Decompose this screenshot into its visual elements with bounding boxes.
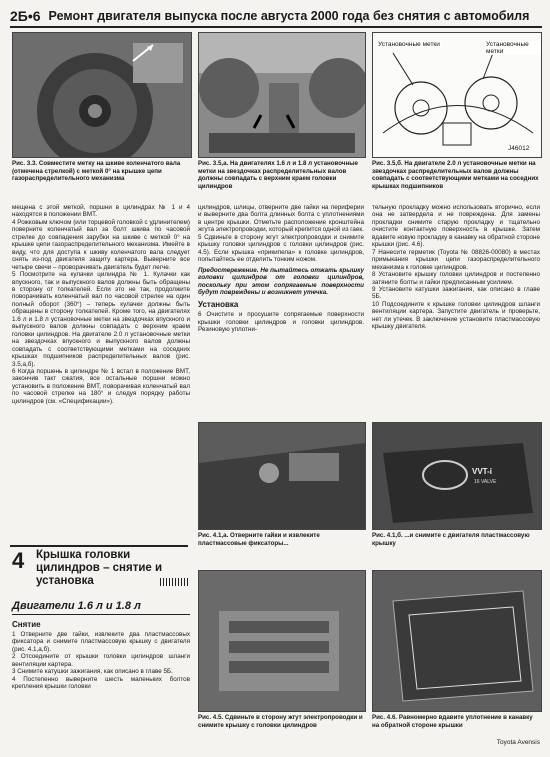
section-title: Крышка головки цилиндров – снятие и установка xyxy=(36,549,163,587)
section-hatch-decoration xyxy=(160,578,188,586)
engines-heading: Двигатели 1.6 л и 1.8 л xyxy=(12,600,190,615)
engine-cover-vvti-text: VVT-i xyxy=(472,467,493,476)
figure-3-3-photo xyxy=(12,32,192,158)
column-2-text xyxy=(198,204,364,416)
figure-4-6-caption: Рис. 4.6. Равномерно вдавите уплотнение в канавку на обратной стороне крышки xyxy=(372,714,533,729)
chapter-title: Ремонт двигателя выпуска после августа 2000 года без снятия с автомобиля xyxy=(48,9,530,23)
page-number: 2Б•6 xyxy=(10,8,41,24)
timing-marks-label-right: Установочные метки xyxy=(485,41,541,55)
warning-text: Предостережение. Не пытайтесь отжать крышку головки цилиндров от головки цилиндров, поскольку при этом сопрягаемые поверхности будут повреждены и возникнет утечка. xyxy=(198,266,364,296)
paragraph: цилиндров, шлицы, отверните две гайки на периферии и выверните два болта длинных болта с уплотнениями в центре крышки. Отметьте расположение кронштейна жгута электропроводки, который крепится одной из гаек. xyxy=(198,204,364,234)
figure-3-5a-photo xyxy=(198,32,366,158)
engine-cover-valve-text: 16 VALVE xyxy=(474,479,497,485)
paragraph: 5 Сдвиньте в сторону жгут электропроводки и снимите крышку головки цилиндров с головки цилиндров (рис. 4.5). Если крышка «прикипела» к головке цилиндров, попытайтесь ее отделить тонким ножом. xyxy=(198,233,364,264)
column-3-text xyxy=(372,204,540,416)
section-number: 4 xyxy=(12,548,25,573)
figure-4-1a-photo xyxy=(198,422,366,530)
paragraph: 6 Когда поршень в цилиндре № 1 встал в положение ВМТ, закончив такт сжатия, все остальные поршни можно установить в положение ВМТ, поворачивая коленчатый вал по часовой стрелке на 180° и следуя порядку работы цилиндров (см. «Спецификации»). xyxy=(12,367,190,405)
figure-3-3-caption: Рис. 3.3. Совместите метку на шкиве коленчатого вала (отмечена стрелкой) с меткой 0° на крышке цепи газораспределительного механизма xyxy=(12,160,181,183)
figure-4-5-caption: Рис. 4.5. Сдвиньте в сторону жгут электропроводки и снимите крышку с головки цилиндров xyxy=(198,714,363,729)
removal-heading: Снятие xyxy=(12,620,41,629)
install-heading: Установка xyxy=(198,300,239,310)
figure-3-5a-caption: Рис. 3.5,а. На двигателях 1.6 л и 1.8 л установочные метки на звездочках распределительных валов должны совпадать с верхним краем головки цилиндров xyxy=(198,160,358,190)
paragraph: 3 Снимите катушки зажигания, как описано в главе 5Б. xyxy=(12,668,173,676)
paragraph: 4 Рожковым ключом (или торцевой головкой с удлинителем) поверните коленчатый вал за болт шкива по часовой стрелке до совпадения зарубки на шкиве с меткой 0° на крышке цепи газораспределительного механизма. Имейте в виду, что для доступа к шкиву коленчатого вала следует снять из-под двигателя защиту картера. Выверните все четыре свечи – проворачивать двигатель будет легче. xyxy=(12,218,190,271)
timing-marks-label-left: Установочные метки xyxy=(378,41,440,48)
paragraph: тельную прокладку можно использовать вторично, если она не затвердела и не повреждена. Для замены прокладки снимите старую прокладку и тщательно очистите контактную поверхность в крышке. Затем вдавите новую прокладку в канавку на обратной стороне крышки (рис. 4.6). xyxy=(372,204,540,249)
page-header xyxy=(10,6,542,28)
figure-4-1b-caption: Рис. 4.1,б. ...и снимите с двигателя пластмассовую крышку xyxy=(372,532,530,547)
paragraph: 1 Отверните две гайки, извлеките два пластмассовых фиксатора и снимите пластмассовую крышку с двигателя (рис. 4.1,а,б). xyxy=(12,631,190,653)
paragraph: 4 Постепенно выверните шесть маленьких болтов крепления крышки головки xyxy=(12,675,190,691)
paragraph: 2 Отсоедините от крышки головки цилиндров шланги вентиляции картера. xyxy=(12,653,190,668)
diagram-code: J46012 xyxy=(508,145,530,152)
paragraph: 7 Нанесите герметик (Toyota № 08826-00080) в местах примыкания крышки цепи газораспределительного механизма к головке цилиндров. xyxy=(372,248,540,271)
section-divider xyxy=(10,545,188,547)
paragraph: 6 Очистите и просушите сопрягаемые поверхности крышки головки цилиндров и головки цилиндров. Резиновую уплотни- xyxy=(198,311,364,334)
removal-steps xyxy=(12,631,190,731)
footer-book-title: Toyota Avensis xyxy=(496,739,540,746)
figure-3-5b-caption: Рис. 3.5,б. На двигателе 2.0 л установочные метки на звездочках распределительных валов должны совпадать с соответствующими метками на соседних крышках подшипников xyxy=(372,160,539,190)
figure-3-5b-diagram xyxy=(372,32,542,158)
figure-4-5-photo xyxy=(198,570,366,712)
column-1-text xyxy=(12,204,190,542)
paragraph: 5 Посмотрите на кулачки цилиндра № 1. Кулачки как впускного, так и выпускного валов должны быть обращены в сторону от толкателей. Если это не так, продолжите поворачивать коленчатый вал по часовой стрелке на один полный оборот (360°) – теперь кулачки должны быть обращены в сторону толкателей. Кроме того, на двигателях 1.6 л и 1.8 л установочные метки на звездочках впускного и выпускного валов должны совпадать с верхним краем головки цилиндров. На двигателе 2.0 л установочные метки на звездочках впускного и выпускного валов должны совпадать с соответствующими метками на соседних крышках подшипников распределительных валов (рис. 3.5,а,б). xyxy=(12,271,190,368)
paragraph: 9 Установите катушки зажигания, как описано в главе 5Б. xyxy=(372,285,540,301)
paragraph: мещена с этой меткой, поршни в цилиндрах № 1 и 4 находятся в положении ВМТ. xyxy=(12,204,190,219)
paragraph: 10 Подсоедините к крышке головки цилиндров шланги вентиляции картера. Запустите двигатель и проверьте, нет ли утечек. В заключение установите пластмассовую крышку двигателя. xyxy=(372,300,540,331)
paragraph: 8 Установите крышку головки цилиндров и постепенно затяните болты и гайки предписанным усилием. xyxy=(372,271,540,286)
figure-4-1a-caption: Рис. 4.1,а. Отверните гайки и извлеките пластмассовые фиксаторы... xyxy=(198,532,320,547)
figure-4-6-photo xyxy=(372,570,542,712)
figure-4-1b-photo xyxy=(372,422,542,530)
